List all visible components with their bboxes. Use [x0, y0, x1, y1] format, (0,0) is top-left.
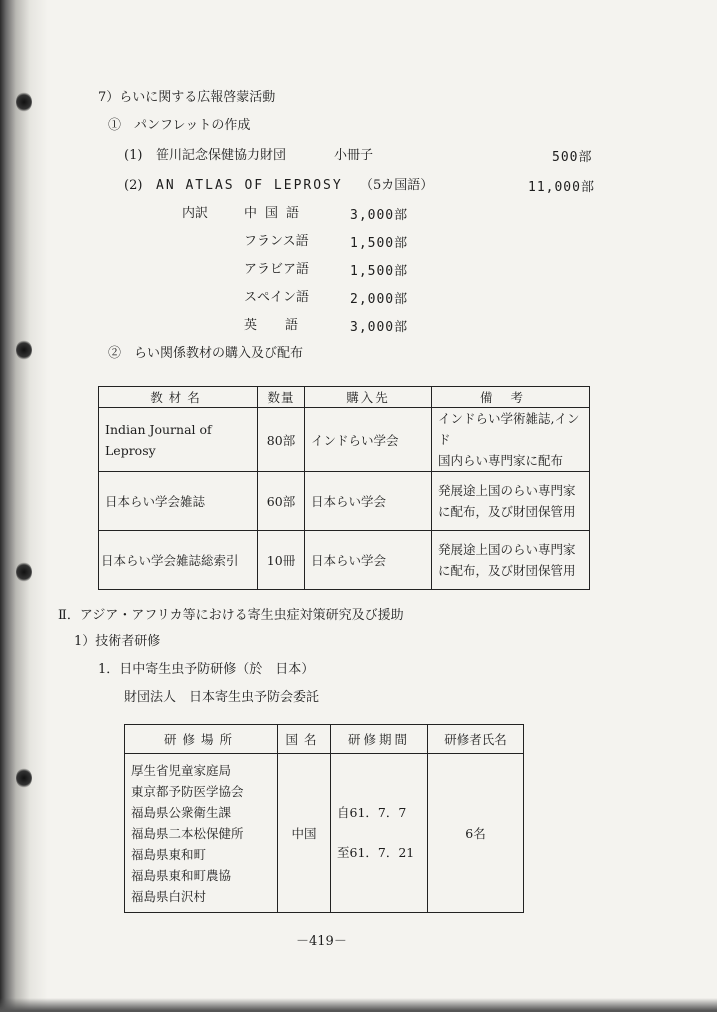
training-place: 福島県東和町農協 — [131, 867, 232, 883]
breakdown-label: 内訳 — [182, 206, 209, 221]
column-header: 備考 — [432, 387, 590, 408]
training-table — [124, 724, 524, 913]
row1-number: (1) — [124, 148, 143, 163]
material-name-cell — [99, 408, 258, 472]
breakdown-language: 中国語 — [244, 206, 308, 221]
remarks-text: インドらい学術雑誌,インド — [438, 411, 580, 447]
japan-china-training-item: 1．日中寄生虫予防研修（於 日本） — [98, 662, 315, 677]
column-header: 教材名 — [99, 387, 258, 408]
row1-quantity: 500部 — [552, 150, 593, 165]
column-header: 研修者氏名 — [428, 725, 524, 754]
breakdown-quantity: 2,000部 — [350, 292, 409, 307]
row2-languages-note: （5カ国語） — [360, 178, 434, 193]
training-place: 厚生省児童家庭局 — [131, 762, 232, 778]
breakdown-language: アラビア語 — [244, 262, 310, 277]
table-row — [99, 408, 590, 472]
table-row — [99, 531, 590, 590]
remarks-text: 発展途上国のらい専門家 — [438, 483, 576, 498]
binding-hole — [16, 562, 32, 582]
remarks-text: に配布，及び財団保管用 — [438, 504, 576, 519]
row1-type: 小冊子 — [334, 148, 374, 163]
breakdown-language: 英語 — [244, 318, 327, 333]
row2-quantity: 11,000部 — [528, 180, 595, 195]
binding-hole — [16, 340, 32, 360]
bottom-shadow — [0, 998, 717, 1012]
commission-text: 財団法人 日本寄生虫予防会委託 — [124, 690, 320, 705]
country-cell: 中国 — [278, 754, 331, 913]
supplier-cell: インドらい学会 — [305, 408, 432, 472]
binding-shadow — [0, 0, 48, 1012]
table-header-row — [125, 725, 524, 754]
breakdown-quantity: 1,500部 — [350, 264, 409, 279]
material-name: Leprosy — [105, 442, 156, 458]
page-number: －419－ — [296, 934, 347, 949]
column-header: 数量 — [258, 387, 305, 408]
column-header: 研修期間 — [331, 725, 428, 754]
training-place: 福島県公衆衛生課 — [131, 804, 232, 820]
period-cell — [331, 754, 428, 913]
breakdown-language: スペイン語 — [244, 290, 310, 305]
binding-hole — [16, 92, 32, 112]
breakdown-quantity: 3,000部 — [350, 320, 409, 335]
technician-training-heading: 1）技術者研修 — [74, 634, 161, 649]
training-places-cell — [125, 754, 278, 913]
material-name-cell: 日本らい学会雑誌 — [99, 472, 258, 531]
remarks-cell — [432, 531, 590, 590]
teaching-materials-item: ② らい関係教材の購入及び配布 — [108, 346, 304, 361]
breakdown-language: フランス語 — [244, 234, 309, 249]
remarks-text: 国内らい専門家に配布 — [438, 453, 564, 468]
table-header-row — [99, 387, 590, 408]
breakdown-quantity: 3,000部 — [350, 208, 409, 223]
table-row — [99, 472, 590, 531]
period-end: 至61．7．21 — [337, 845, 415, 860]
remarks-cell — [432, 408, 590, 472]
quantity-cell: 60部 — [258, 472, 305, 531]
remarks-text: に配布，及び財団保管用 — [438, 563, 576, 578]
supplier-cell: 日本らい学会 — [305, 472, 432, 531]
row2-number: (2) — [124, 178, 143, 193]
trainees-cell: 6名 — [428, 754, 524, 913]
period-start: 自61．7．7 — [337, 805, 407, 820]
supplier-cell: 日本らい学会 — [305, 531, 432, 590]
material-name: Indian Journal of — [105, 421, 212, 437]
section-2-heading: Ⅱ．アジア・アフリカ等における寄生虫症対策研究及び援助 — [58, 608, 404, 623]
training-place: 福島県東和町 — [131, 846, 207, 862]
quantity-cell: 80部 — [258, 408, 305, 472]
training-place: 福島県二本松保健所 — [131, 825, 244, 841]
row1-organization: 笹川記念保健協力財団 — [156, 148, 287, 163]
column-header: 国名 — [278, 725, 331, 754]
table-row — [125, 754, 524, 913]
row2-title: AN ATLAS OF LEPROSY — [156, 178, 343, 193]
binding-hole — [16, 768, 32, 788]
section-7-heading: 7）らいに関する広報啓蒙活動 — [98, 90, 276, 105]
training-place: 東京都予防医学協会 — [131, 783, 244, 799]
remarks-cell — [432, 472, 590, 531]
material-name-cell: 日本らい学会雑誌総索引 — [99, 531, 258, 590]
column-header: 研修場所 — [125, 725, 278, 754]
training-place: 福島県白沢村 — [131, 888, 207, 904]
column-header: 購入先 — [305, 387, 432, 408]
breakdown-quantity: 1,500部 — [350, 236, 409, 251]
remarks-text: 発展途上国のらい専門家 — [438, 542, 576, 557]
pamphlet-item: ① パンフレットの作成 — [108, 118, 251, 133]
quantity-cell: 10冊 — [258, 531, 305, 590]
teaching-materials-table — [98, 386, 590, 590]
